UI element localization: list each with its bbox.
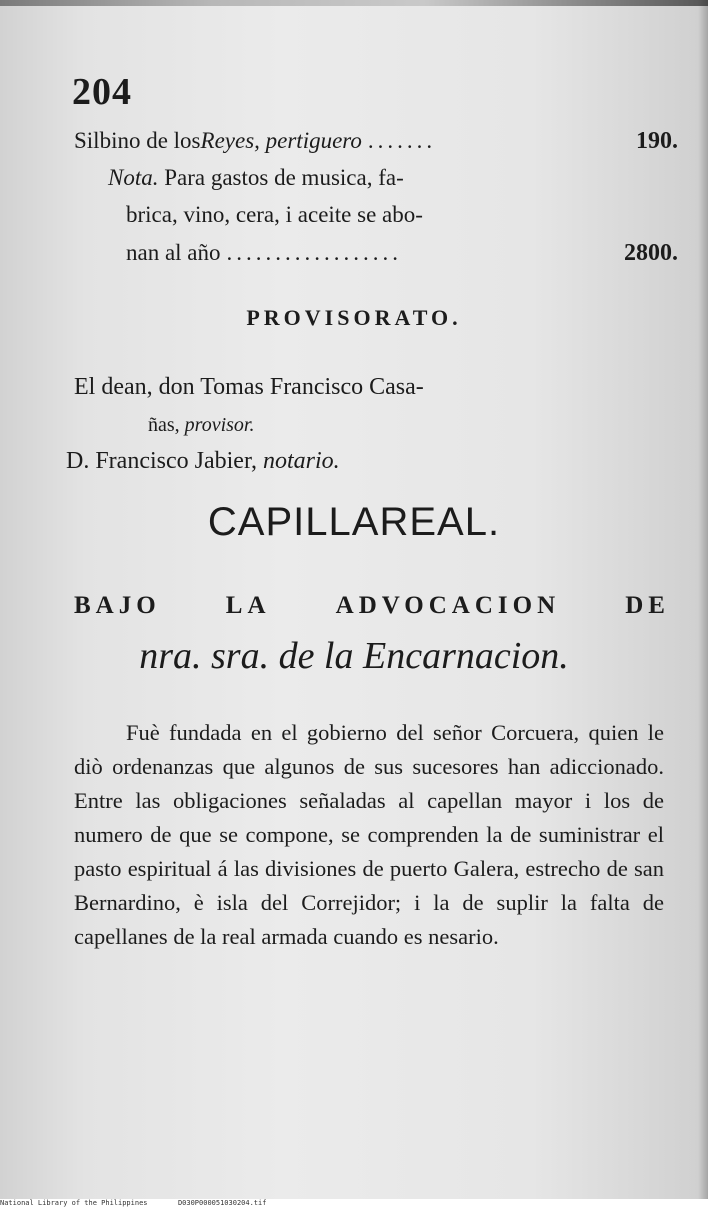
provisorato-line-2 bbox=[148, 410, 255, 440]
entry-role: Reyes, pertiguero bbox=[200, 128, 362, 153]
subheading-word: DE bbox=[625, 592, 670, 619]
subheading-word: LA bbox=[225, 592, 271, 619]
provisorato-line-3 bbox=[66, 446, 340, 476]
capilla-subheading-2: nra. sra. de la Encarnacion. bbox=[139, 635, 569, 677]
page-top-edge bbox=[0, 0, 708, 6]
entry-line bbox=[74, 126, 678, 156]
provisorato-line-1: El dean, don Tomas Francisco Casa- bbox=[74, 374, 424, 400]
capilla-title: CAPILLAREAL. bbox=[207, 500, 501, 544]
subheading-word: ADVOCACION bbox=[335, 592, 561, 619]
footer-library: National Library of the Philippines bbox=[0, 1199, 148, 1207]
nota-dots: .................. bbox=[226, 240, 403, 265]
provisorato-role: provisor. bbox=[184, 414, 255, 436]
provisorato-name-end: ñas, bbox=[148, 414, 185, 436]
scan-footer bbox=[0, 1199, 708, 1208]
footer-filename: D030P000051030204.tif bbox=[177, 1199, 267, 1207]
nota-amount: 2800. bbox=[624, 240, 678, 266]
capilla-paragraph: Fuè fundada en el gobierno del señor Corcuera, quien le diò ordenanzas que algunos de sus sucesores han adiccionado. Entre las obligaciones señaladas al capellan mayor i los de numero de que se compone, se comprenden la de suministrar el pasto espiritual á las divisiones de puerto Galera, estrecho de san Bernardino, è isla del Correjidor; i la de suplir la falta de capellanes de la real armada cuando es nesario. bbox=[74, 720, 664, 949]
notario-name: D. Francisco Jabier, bbox=[66, 448, 263, 474]
page-right-edge bbox=[698, 0, 708, 1200]
nota-line-2: brica, vino, cera, i aceite se abo- bbox=[126, 202, 423, 227]
nota-text-3: nan al año bbox=[126, 240, 221, 265]
entry-dots: ....... bbox=[367, 128, 437, 153]
entry-amount: 190. bbox=[636, 128, 678, 154]
provisorato-heading: PROVISORATO. bbox=[246, 305, 462, 330]
subheading-word: BAJO bbox=[74, 592, 161, 619]
nota-text-1: Para gastos de musica, fa- bbox=[158, 165, 404, 190]
page-number: 204 bbox=[72, 71, 132, 113]
entry-name: Silbino de los bbox=[74, 128, 201, 153]
notario-role: notario. bbox=[262, 448, 340, 474]
capilla-subheading bbox=[74, 592, 670, 620]
nota-label: Nota. bbox=[108, 165, 159, 190]
nota-line-1 bbox=[108, 163, 404, 193]
nota-line-3 bbox=[126, 238, 678, 268]
